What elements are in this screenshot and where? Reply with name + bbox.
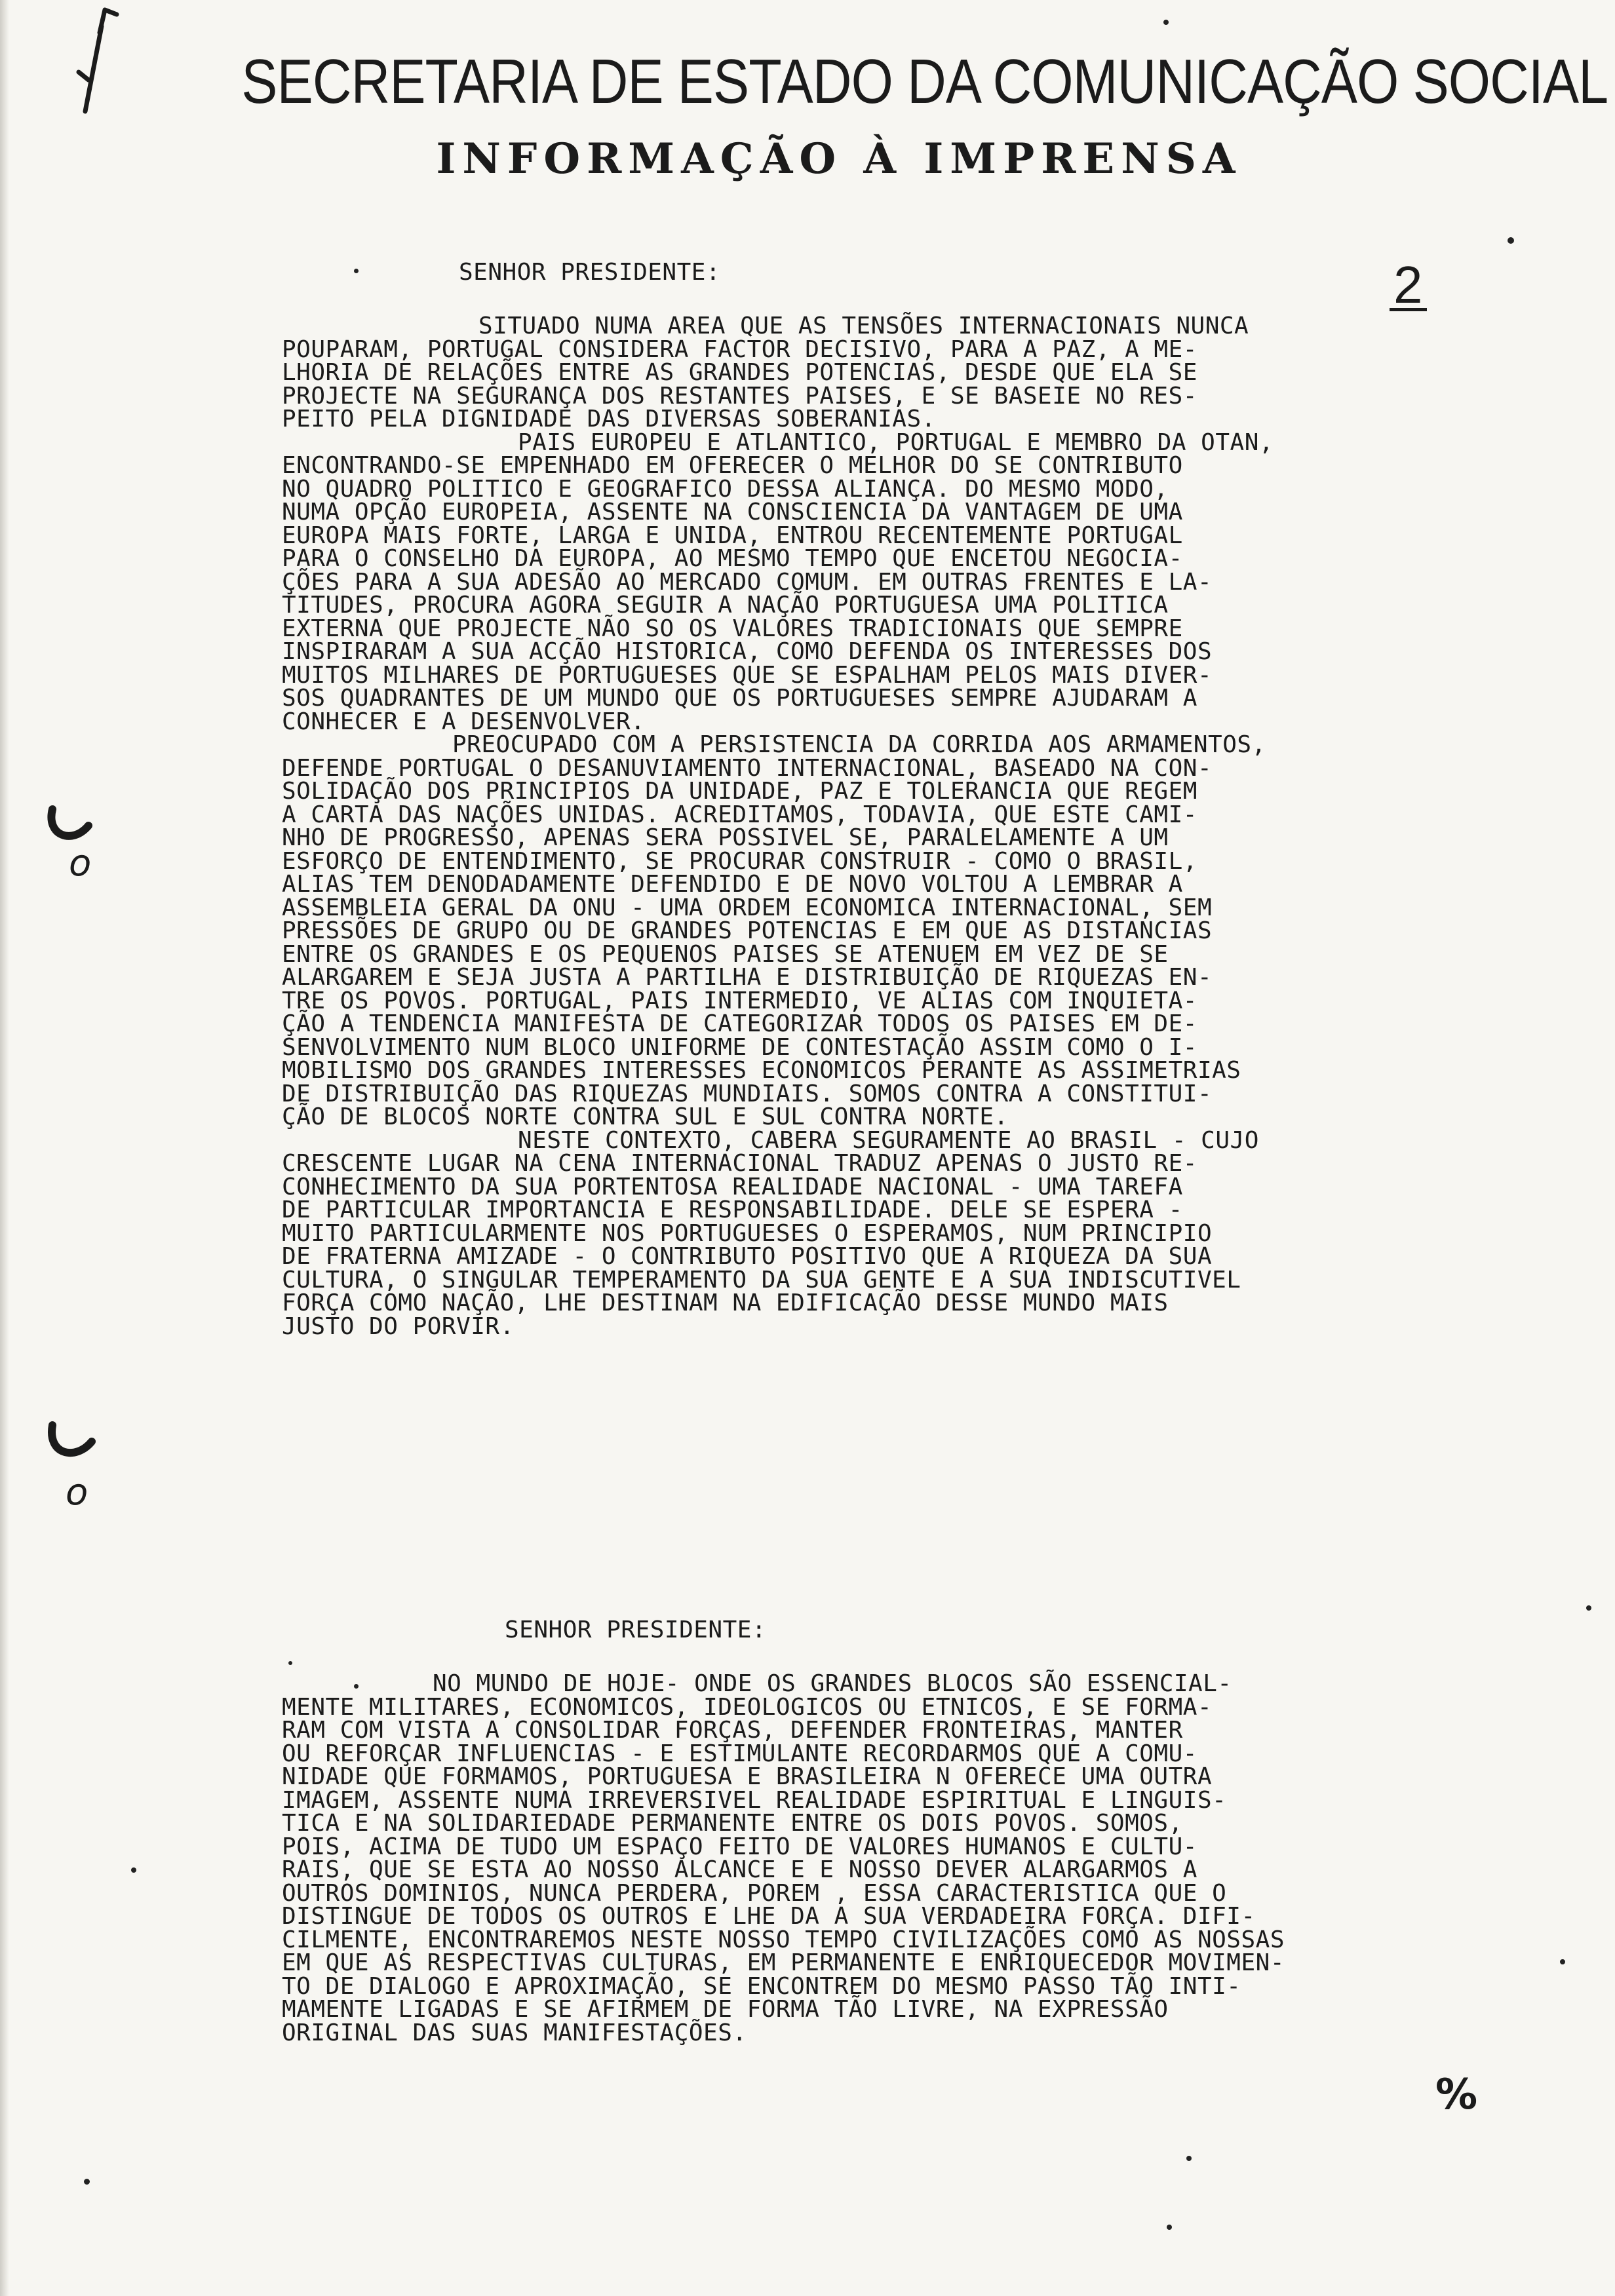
text-line: ÇÃO DE BLOCOS NORTE CONTRA SUL E SUL CONTRA NORTE.	[282, 1103, 1009, 1130]
text-line: OU REFORÇAR INFLUENCIAS - E ESTIMULANTE RECORDARMOS QUE A COMU-	[282, 1740, 1197, 1767]
text-line: ALIAS TEM DENODADAMENTE DEFENDIDO E DE NOVO VOLTOU A LEMBRAR A	[282, 871, 1183, 898]
speck	[288, 1661, 292, 1665]
text-line: ÇÕES PARA A SUA ADESÃO AO MERCADO COMUM. EM OUTRAS FRENTES E LA-	[282, 568, 1213, 596]
speck	[354, 269, 359, 273]
text-line: ENTRE OS GRANDES E OS PEQUENOS PAISES SE ATENUEM EM VEZ DE SE	[282, 940, 1169, 968]
corner-scribble-icon	[39, 7, 125, 118]
speck	[1586, 1605, 1591, 1611]
text-line: RAIS, QUE SE ESTA AO NOSSO ALCANCE E E NOSSO DEVER ALARGARMOS A	[282, 1856, 1197, 1883]
salutation-2: SENHOR PRESIDENTE:	[505, 1617, 767, 1643]
speck	[84, 2179, 90, 2185]
text-line: FORÇA COMO NAÇÃO, LHE DESTINAM NA EDIFICAÇÃO DESSE MUNDO MAIS	[282, 1290, 1169, 1316]
margin-circle-b: o	[66, 1471, 88, 1514]
text-line: ASSEMBLEIA GERAL DA ONU - UMA ORDEM ECONOMICA INTERNACIONAL, SEM	[282, 894, 1213, 921]
text-line: OUTROS DOMINIOS, NUNCA PERDERA, POREM , ESSA CARACTERISTICA QUE O	[282, 1879, 1227, 1907]
text-line: IMAGEM, ASSENTE NUMA IRREVERSIVEL REALIDADE ESPIRITUAL E LINGUIS-	[282, 1786, 1227, 1814]
text-line: ORIGINAL DAS SUAS MANIFESTAÇÕES.	[282, 2019, 747, 2046]
speck	[1560, 1959, 1565, 1964]
text-line: ENCONTRANDO-SE EMPENHADO EM OFERECER O MELHOR DO SE CONTRIBUTO	[282, 452, 1183, 479]
letterhead-title: SECRETARIA DE ESTADO DA COMUNICAÇÃO SOCIAL	[241, 47, 1608, 117]
text-line: TITUDES, PROCURA AGORA SEGUIR A NAÇÃO PORTUGUESA UMA POLITICA	[282, 592, 1169, 619]
text-line: DISTINGUE DE TODOS OS OUTROS E LHE DA A SUA VERDADEIRA FORÇA. DIFI-	[282, 1903, 1256, 1930]
text-line: PROJECTE NA SEGURANÇA DOS RESTANTES PAISES, E SE BASEIE NO RES-	[282, 382, 1197, 410]
text-line: EUROPA MAIS FORTE, LARGA E UNIDA, ENTROU RECENTEMENTE PORTUGAL	[282, 522, 1183, 549]
speck	[1508, 237, 1514, 244]
text-line: PRESSÕES DE GRUPO OU DE GRANDES POTENCIAS E EM QUE AS DISTANCIAS	[282, 917, 1213, 944]
text-line: MAMENTE LIGADAS E SE AFIRMEM DE FORMA TÃO LIVRE, NA EXPRESSÃO	[282, 1996, 1169, 2023]
text-line: INSPIRARAM A SUA ACÇÃO HISTORICA, COMO DEFENDA OS INTERESSES DOS	[282, 638, 1213, 665]
text-line: RAM COM VISTA A CONSOLIDAR FORÇAS, DEFENDER FRONTEIRAS, MANTER	[282, 1717, 1183, 1744]
text-line: PREOCUPADO COM A PERSISTENCIA DA CORRIDA AOS ARMAMENTOS,	[452, 731, 1266, 758]
text-line: EXTERNA QUE PROJECTE NÃO SO OS VALORES TRADICIONAIS QUE SEMPRE	[282, 615, 1183, 642]
text-line: ALARGAREM E SEJA JUSTA A PARTILHA E DISTRIBUIÇÃO DE RIQUEZAS EN-	[282, 964, 1213, 991]
text-line: TO DE DIALOGO E APROXIMAÇÃO, SE ENCONTREM DO MESMO PASSO TÃO INTI-	[282, 1972, 1241, 2000]
section-1-body	[282, 315, 1274, 1338]
text-line: NESTE CONTEXTO, CABERA SEGURAMENTE AO BRASIL - CUJO	[518, 1126, 1259, 1154]
text-line: ESFORÇO DE ENTENDIMENTO, SE PROCURAR CONSTRUIR - COMO O BRASIL,	[282, 847, 1197, 875]
text-line: NIDADE QUE FORMAMOS, PORTUGUESA E BRASILEIRA N OFERECE UMA OUTRA	[282, 1763, 1213, 1790]
section-2-body	[282, 1672, 1285, 2044]
text-line: DEFENDE PORTUGAL O DESANUVIAMENTO INTERNACIONAL, BASEADO NA CON-	[282, 754, 1213, 782]
text-line: MUITO PARTICULARMENTE NOS PORTUGUESES O ESPERAMOS, NUM PRINCIPIO	[282, 1219, 1213, 1247]
text-line: EM QUE AS RESPECTIVAS CULTURAS, EM PERMANENTE E ENRIQUECEDOR MOVIMEN-	[282, 1949, 1285, 1976]
text-line: JUSTO DO PORVIR.	[282, 1312, 515, 1340]
text-line: CILMENTE, ENCONTRAREMOS NESTE NOSSO TEMPO CIVILIZAÇÕES COMO AS NOSSAS	[282, 1926, 1285, 1953]
speck	[131, 1867, 136, 1873]
text-line: MOBILISMO DOS GRANDES INTERESSES ECONOMICOS PERANTE AS ASSIMETRIAS	[282, 1057, 1241, 1084]
text-line: PAIS EUROPEU E ATLANTICO, PORTUGAL E MEMBRO DA OTAN,	[518, 429, 1274, 456]
text-line: DE PARTICULAR IMPORTANCIA E RESPONSABILIDADE. DELE SE ESPERA -	[282, 1196, 1183, 1223]
continuation-mark: %	[1435, 2071, 1478, 2119]
text-line: ÇÃO A TENDENCIA MANIFESTA DE CATEGORIZAR TODOS OS PAISES EM DE-	[282, 1010, 1197, 1037]
text-line: NO QUADRO POLITICO E GEOGRAFICO DESSA ALIANÇA. DO MESMO MODO,	[282, 475, 1169, 503]
speck	[1167, 2225, 1172, 2230]
letterhead-subtitle: INFORMAÇÃO À IMPRENSA	[436, 134, 1242, 183]
text-line: NHO DE PROGRESSO, APENAS SERA POSSIVEL SE, PARALELAMENTE A UM	[282, 824, 1169, 851]
speck	[1186, 2156, 1192, 2161]
text-line: SOLIDAÇÃO DOS PRINCIPIOS DA UNIDADE, PAZ E TOLERANCIA QUE REGEM	[282, 778, 1197, 805]
salutation-1: SENHOR PRESIDENTE:	[459, 259, 721, 286]
text-line: LHORIA DE RELAÇÕES ENTRE AS GRANDES POTENCIAS, DESDE QUE ELA SE	[282, 359, 1197, 386]
text-line: DE FRATERNA AMIZADE - O CONTRIBUTO POSITIVO QUE A RIQUEZA DA SUA	[282, 1243, 1213, 1270]
margin-circle-a: o	[69, 842, 92, 885]
text-line: SENVOLVIMENTO NUM BLOCO UNIFORME DE CONTESTAÇÃO ASSIM COMO O I-	[282, 1033, 1197, 1061]
speck	[1163, 20, 1169, 25]
text-line: SOS QUADRANTES DE UM MUNDO QUE OS PORTUGUESES SEMPRE AJUDARAM A	[282, 685, 1197, 712]
text-line: DE DISTRIBUIÇÃO DAS RIQUEZAS MUNDIAIS. SOMOS CONTRA A CONSTITUI-	[282, 1080, 1213, 1107]
text-line: MENTE MILITARES, ECONOMICOS, IDEOLOGICOS OU ETNICOS, E SE FORMA-	[282, 1693, 1213, 1721]
text-line: A CARTA DAS NAÇÕES UNIDAS. ACREDITAMOS, TODAVIA, QUE ESTE CAMI-	[282, 801, 1197, 828]
text-line: CRESCENTE LUGAR NA CENA INTERNACIONAL TRADUZ APENAS O JUSTO RE-	[282, 1150, 1197, 1177]
text-line: POUPARAM, PORTUGAL CONSIDERA FACTOR DECISIVO, PARA A PAZ, A ME-	[282, 335, 1197, 363]
text-line: SITUADO NUMA AREA QUE AS TENSÕES INTERNACIONAIS NUNCA	[478, 313, 1249, 339]
text-line: PARA O CONSELHO DA EUROPA, AO MESMO TEMPO QUE ENCETOU NEGOCIA-	[282, 545, 1183, 572]
text-line: PEITO PELA DIGNIDADE DAS DIVERSAS SOBERANIAS.	[282, 406, 936, 432]
text-line: NO MUNDO DE HOJE- ONDE OS GRANDES BLOCOS SÃO ESSENCIAL-	[433, 1670, 1232, 1697]
text-line: CULTURA, O SINGULAR TEMPERAMENTO DA SUA GENTE E A SUA INDISCUTIVEL	[282, 1266, 1241, 1293]
page-edge-shadow	[0, 0, 9, 2296]
text-line: NUMA OPÇÃO EUROPEIA, ASSENTE NA CONSCIENCIA DA VANTAGEM DE UMA	[282, 499, 1183, 526]
text-line: TICA E NA SOLIDARIEDADE PERMANENTE ENTRE OS DOIS POVOS. SOMOS,	[282, 1810, 1183, 1837]
text-line: CONHECER E A DESENVOLVER.	[282, 708, 646, 735]
text-line: POIS, ACIMA DE TUDO UM ESPAÇO FEITO DE VALORES HUMANOS E CULTU-	[282, 1833, 1197, 1860]
text-line: TRE OS POVOS. PORTUGAL, PAIS INTERMEDIO, VE ALIAS COM INQUIETA-	[282, 987, 1197, 1014]
page-number: 2	[1390, 262, 1427, 311]
text-line: MUITOS MILHARES DE PORTUGUESES QUE SE ESPALHAM PELOS MAIS DIVER-	[282, 661, 1213, 689]
speck	[354, 1684, 359, 1689]
text-line: CONHECIMENTO DA SUA PORTENTOSA REALIDADE NACIONAL - UMA TAREFA	[282, 1173, 1183, 1200]
